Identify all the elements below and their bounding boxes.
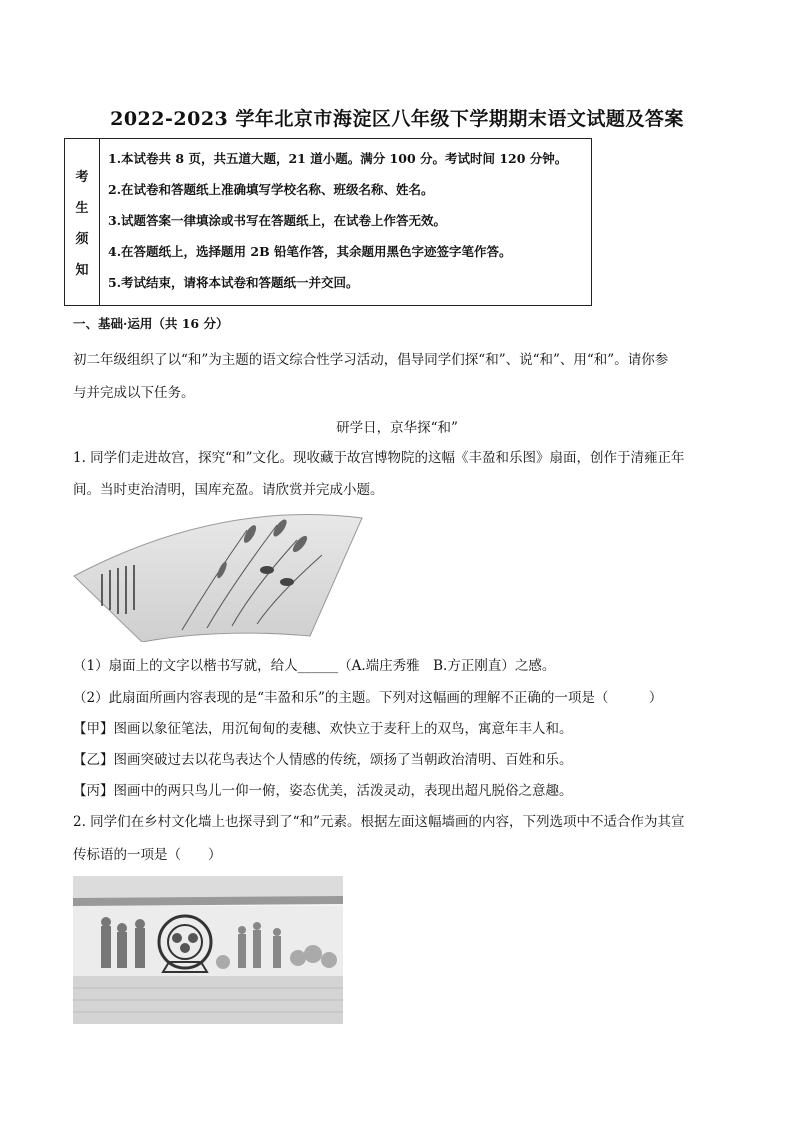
fan-painting-icon [72,510,364,642]
notice-items [100,139,591,305]
intro-line-2: 与并完成以下任务。 [73,385,195,401]
intro-line-1: 初二年级组织了以“和”为主题的语文综合性学习活动，倡导同学们探“和”、说“和”、用“和”。请你参 [73,352,669,368]
option-bing: 【丙】图画中的两只鸟儿一仰一俯，姿态优美，活泼灵动，表现出超凡脱俗之意趣。 [73,783,573,799]
question-1-line-2: 间。当时吏治清明，国库充盈。请欣赏并完成小题。 [73,482,384,498]
question-1-sub-1: （1）扇面上的文字以楷书写就，给人______（A.端庄秀雅 B.方正刚直）之感。 [73,658,556,674]
question-2-line-1: 2. 同学们在乡村文化墙上也探寻到了“和”元素。根据左面这幅墙画的内容，下列选项中不适合作为其宣 [73,814,685,830]
notice-label [65,139,100,305]
option-yi: 【乙】图画突破过去以花鸟表达个人情感的传统，颂扬了当朝政治清明、百姓和乐。 [73,752,573,768]
notice-item: 1.本试卷共 8 页，共五道大题，21 道小题。满分 100 分。考试时间 120 分钟。 [108,151,568,166]
notice-label-char: 须 [75,232,89,247]
notice-item: 2.在试卷和答题纸上准确填写学校名称、班级名称、姓名。 [108,182,434,197]
question-1-sub-2: （2）此扇面所画内容表现的是“丰盈和乐”的主题。下列对这幅画的理解不正确的一项是（ ） [73,690,663,706]
subtitle: 研学日，京华探“和” [336,420,458,436]
village-mural-photo-icon [73,876,343,1024]
notice-label-char: 考 [75,170,89,185]
question-2-line-2: 传标语的一项是（ ） [73,847,222,863]
exam-notice-box [64,138,592,306]
notice-label-char: 生 [75,201,89,216]
notice-item: 5.考试结束，请将本试卷和答题纸一并交回。 [108,275,359,290]
option-jia: 【甲】图画以象征笔法，用沉甸甸的麦穗、欢快立于麦秆上的双鸟，寓意年丰人和。 [73,721,573,737]
notice-label-char: 知 [75,263,89,278]
notice-item: 3.试题答案一律填涂或书写在答题纸上，在试卷上作答无效。 [108,213,447,228]
notice-item: 4.在答题纸上，选择题用 2B 铅笔作答，其余题用黑色字迹签字笔作答。 [108,244,512,259]
section-heading: 一、基础·运用（共 16 分） [73,316,229,331]
question-1-line-1: 1. 同学们走进故宫，探究“和”文化。现收藏于故宫博物院的这幅《丰盈和乐图》扇面，创作于清雍正年 [73,450,685,466]
page-title: 2022-2023 学年北京市海淀区八年级下学期期末语文试题及答案 [110,108,684,130]
